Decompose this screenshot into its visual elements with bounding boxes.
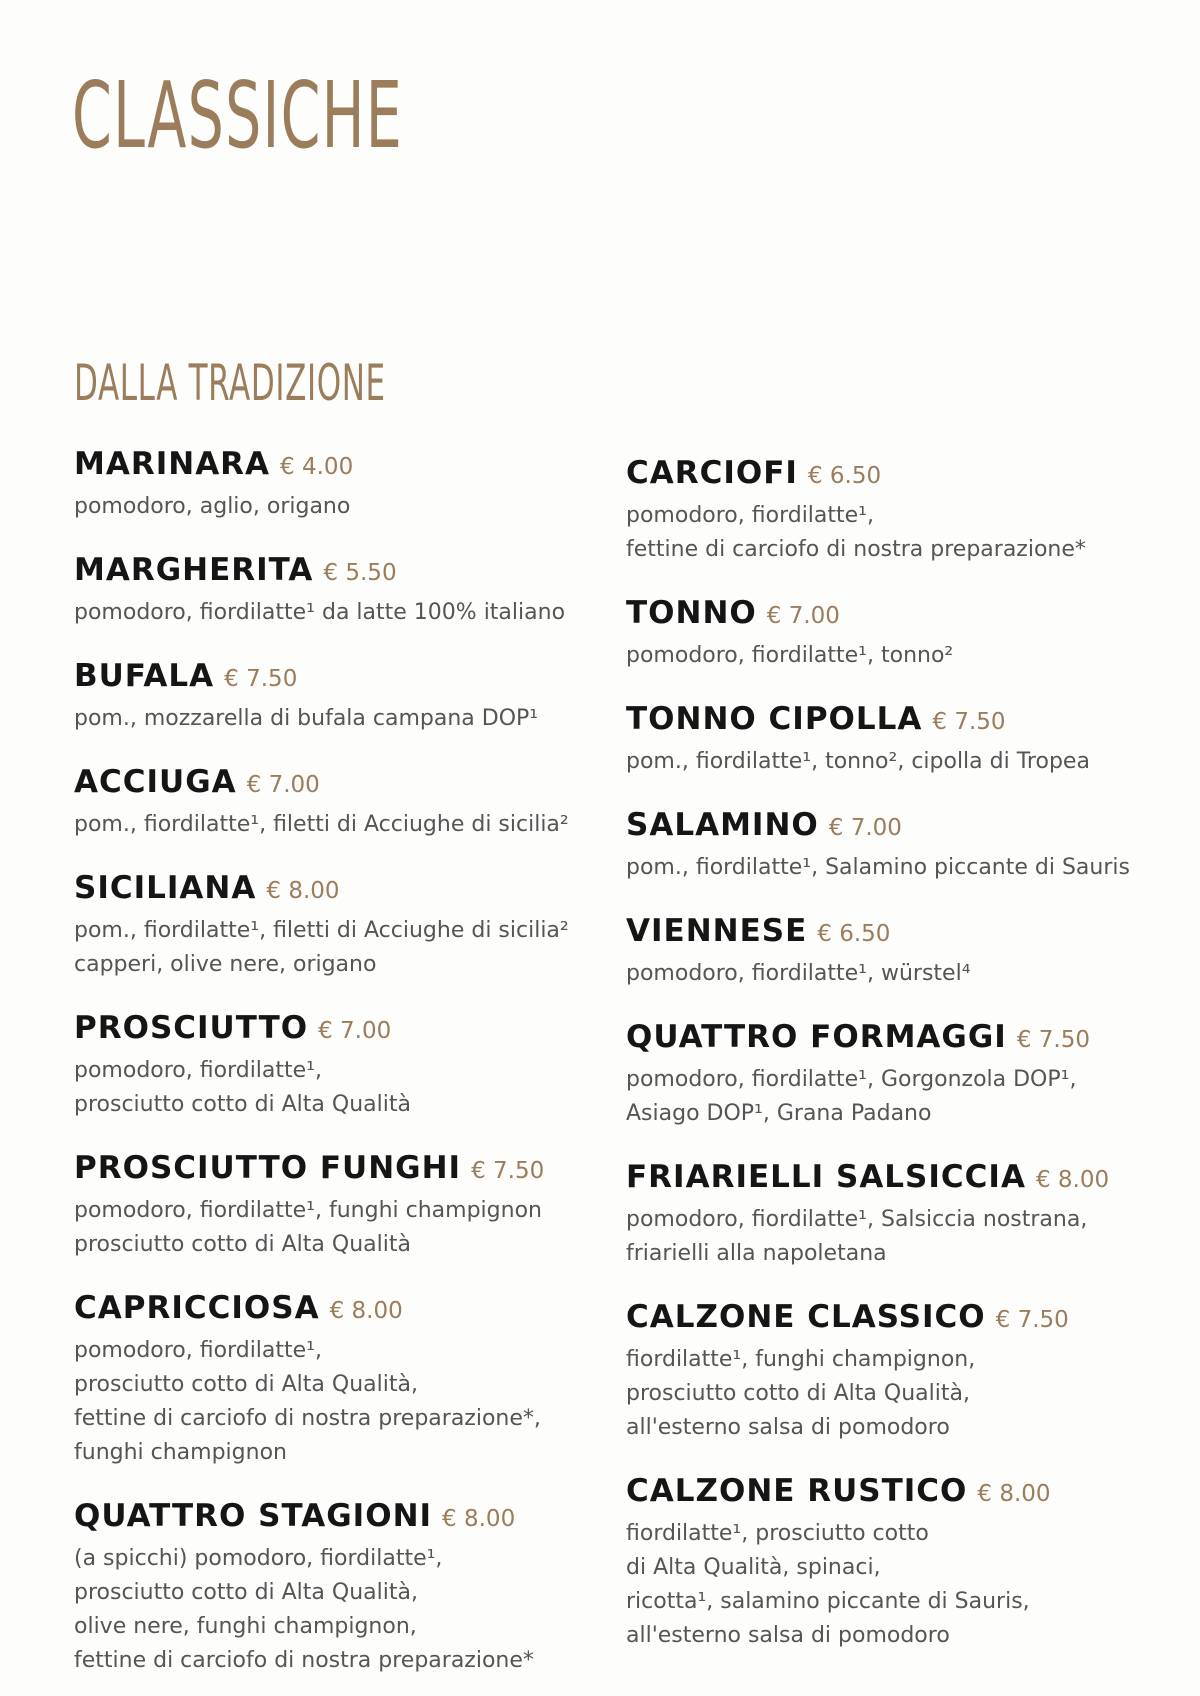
ingredients-line: pom., fiordilatte¹, tonno², cipolla di Tropea <box>626 749 1090 774</box>
ingredients-line: funghi champignon <box>74 1440 287 1465</box>
menu-item <box>74 656 604 736</box>
pizza-price: € 8.00 <box>329 1298 403 1324</box>
pizza-ingredients <box>626 851 1156 885</box>
ingredients-line: pomodoro, fiordilatte¹, <box>626 503 874 528</box>
pizza-price: € 7.50 <box>932 709 1006 735</box>
menu-item-header <box>626 699 1156 745</box>
menu-item <box>626 805 1156 885</box>
pizza-price: € 8.00 <box>266 878 340 904</box>
pizza-ingredients <box>626 1203 1156 1271</box>
pizza-price: € 7.50 <box>1016 1027 1090 1053</box>
ingredients-line: fiordilatte¹, prosciutto cotto <box>626 1521 929 1546</box>
pizza-price: € 7.00 <box>318 1018 392 1044</box>
menu-item <box>626 593 1156 673</box>
pizza-ingredients <box>626 1517 1156 1653</box>
pizza-name: CAPRICCIOSA <box>74 1290 320 1326</box>
ingredients-line: pomodoro, aglio, origano <box>74 494 351 519</box>
menu-item <box>74 762 604 842</box>
pizza-price: € 8.00 <box>442 1506 516 1532</box>
menu-item-header <box>74 1496 604 1542</box>
menu-item <box>74 1288 604 1470</box>
menu-item-header <box>626 805 1156 851</box>
ingredients-line: pom., fiordilatte¹, filetti di Acciughe di sicilia² <box>74 918 569 943</box>
menu-item-header <box>626 593 1156 639</box>
ingredients-line: all'esterno salsa di pomodoro <box>626 1623 950 1648</box>
ingredients-line: fiordilatte¹, funghi champignon, <box>626 1347 976 1372</box>
pizza-ingredients <box>74 1334 604 1470</box>
pizza-ingredients <box>74 1542 604 1678</box>
pizza-ingredients <box>74 702 604 736</box>
ingredients-line: prosciutto cotto di Alta Qualità <box>74 1232 411 1257</box>
ingredients-line: pom., fiordilatte¹, filetti di Acciughe di sicilia² <box>74 812 569 837</box>
ingredients-line: pomodoro, fiordilatte¹, würstel⁴ <box>626 961 971 986</box>
ingredients-line: di Alta Qualità, spinaci, <box>626 1555 881 1580</box>
ingredients-line: fettine di carciofo di nostra preparazione* <box>74 1648 534 1673</box>
menu-item-header <box>74 1288 604 1334</box>
ingredients-line: prosciutto cotto di Alta Qualità, <box>74 1580 418 1605</box>
menu-item-header <box>74 656 604 702</box>
menu-item <box>74 1496 604 1678</box>
menu-item <box>74 444 604 524</box>
pizza-ingredients <box>626 1343 1156 1445</box>
ingredients-line: pomodoro, fiordilatte¹, Salsiccia nostrana, <box>626 1207 1088 1232</box>
pizza-price: € 7.00 <box>766 603 840 629</box>
pizza-name: ACCIUGA <box>74 764 237 800</box>
ingredients-line: pomodoro, fiordilatte¹ da latte 100% italiano <box>74 600 566 625</box>
pizza-ingredients <box>74 490 604 524</box>
menu-item-header <box>626 911 1156 957</box>
ingredients-line: Asiago DOP¹, Grana Padano <box>626 1101 932 1126</box>
pizza-name: BUFALA <box>74 658 215 694</box>
pizza-price: € 7.00 <box>246 772 320 798</box>
pizza-ingredients <box>626 639 1156 673</box>
ingredients-line: prosciutto cotto di Alta Qualità, <box>74 1372 418 1397</box>
pizza-name: SALAMINO <box>626 807 819 843</box>
pizza-ingredients <box>74 914 604 982</box>
ingredients-line: pom., mozzarella di bufala campana DOP¹ <box>74 706 539 731</box>
section-title: DALLA TRADIZIONE <box>74 354 386 412</box>
ingredients-line: pom., fiordilatte¹, Salamino piccante di Sauris <box>626 855 1130 880</box>
ingredients-line: fettine di carciofo di nostra preparazione*, <box>74 1406 541 1431</box>
pizza-name: FRIARIELLI SALSICCIA <box>626 1159 1026 1195</box>
ingredients-line: pomodoro, fiordilatte¹, funghi champignon <box>74 1198 542 1223</box>
menu-item-header <box>626 1157 1156 1203</box>
menu-item-header <box>626 1471 1156 1517</box>
ingredients-line: prosciutto cotto di Alta Qualità <box>74 1092 411 1117</box>
pizza-name: CALZONE RUSTICO <box>626 1473 968 1509</box>
menu-item <box>626 453 1156 567</box>
pizza-name: TONNO CIPOLLA <box>626 701 923 737</box>
pizza-price: € 6.50 <box>807 463 882 489</box>
pizza-ingredients <box>74 1054 604 1122</box>
menu-item <box>74 1148 604 1262</box>
pizza-name: QUATTRO FORMAGGI <box>626 1019 1007 1055</box>
menu-item <box>626 911 1156 991</box>
menu-item-header <box>74 444 604 490</box>
pizza-price: € 7.50 <box>224 666 298 692</box>
menu-column-left <box>74 444 604 1678</box>
pizza-name: MARGHERITA <box>74 552 314 588</box>
pizza-price: € 7.50 <box>471 1158 545 1184</box>
ingredients-line: pomodoro, fiordilatte¹, <box>74 1058 322 1083</box>
menu-item-header <box>74 868 604 914</box>
ingredients-line: prosciutto cotto di Alta Qualità, <box>626 1381 970 1406</box>
pizza-ingredients <box>626 957 1156 991</box>
pizza-name: SICILIANA <box>74 870 257 906</box>
pizza-ingredients <box>74 1194 604 1262</box>
menu-item-header <box>74 1148 604 1194</box>
page-title: CLASSICHE <box>72 62 404 169</box>
pizza-name: PROSCIUTTO <box>74 1010 309 1046</box>
pizza-name: MARINARA <box>74 446 271 482</box>
menu-item-header <box>74 762 604 808</box>
pizza-price: € 4.00 <box>280 454 354 480</box>
ingredients-line: ricotta¹, salamino piccante di Sauris, <box>626 1589 1030 1614</box>
pizza-name: QUATTRO STAGIONI <box>74 1498 433 1534</box>
pizza-ingredients <box>626 745 1156 779</box>
menu-item <box>626 1471 1156 1653</box>
pizza-price: € 5.50 <box>323 560 397 586</box>
pizza-price: € 6.50 <box>817 921 891 947</box>
menu-item-header <box>74 550 604 596</box>
ingredients-line: pomodoro, fiordilatte¹, <box>74 1338 322 1363</box>
ingredients-line: all'esterno salsa di pomodoro <box>626 1415 950 1440</box>
ingredients-line: capperi, olive nere, origano <box>74 952 377 977</box>
menu-item <box>74 550 604 630</box>
pizza-ingredients <box>626 1063 1156 1131</box>
ingredients-line: fettine di carciofo di nostra preparazione* <box>626 537 1086 562</box>
menu-item-header <box>626 1017 1156 1063</box>
menu-item <box>626 1297 1156 1445</box>
ingredients-line: pomodoro, fiordilatte¹, tonno² <box>626 643 954 668</box>
pizza-price: € 7.00 <box>828 815 902 841</box>
ingredients-line: friarielli alla napoletana <box>626 1241 887 1266</box>
menu-item <box>74 1008 604 1122</box>
menu-item <box>74 868 604 982</box>
pizza-ingredients <box>626 499 1156 567</box>
menu-column-right <box>626 453 1156 1653</box>
menu-item <box>626 1157 1156 1271</box>
pizza-price: € 8.00 <box>977 1481 1051 1507</box>
menu-item-header <box>74 1008 604 1054</box>
ingredients-line: olive nere, funghi champignon, <box>74 1614 417 1639</box>
pizza-name: VIENNESE <box>626 913 808 949</box>
pizza-name: CALZONE CLASSICO <box>626 1299 986 1335</box>
pizza-price: € 8.00 <box>1035 1167 1110 1193</box>
pizza-name: CARCIOFI <box>626 455 798 491</box>
pizza-price: € 7.50 <box>995 1307 1069 1333</box>
pizza-ingredients <box>74 596 604 630</box>
ingredients-line: pomodoro, fiordilatte¹, Gorgonzola DOP¹, <box>626 1067 1077 1092</box>
pizza-name: PROSCIUTTO FUNGHI <box>74 1150 462 1186</box>
ingredients-line: (a spicchi) pomodoro, fiordilatte¹, <box>74 1546 443 1571</box>
menu-item-header <box>626 453 1156 499</box>
menu-item <box>626 699 1156 779</box>
menu-item <box>626 1017 1156 1131</box>
menu-item-header <box>626 1297 1156 1343</box>
pizza-name: TONNO <box>626 595 757 631</box>
pizza-ingredients <box>74 808 604 842</box>
